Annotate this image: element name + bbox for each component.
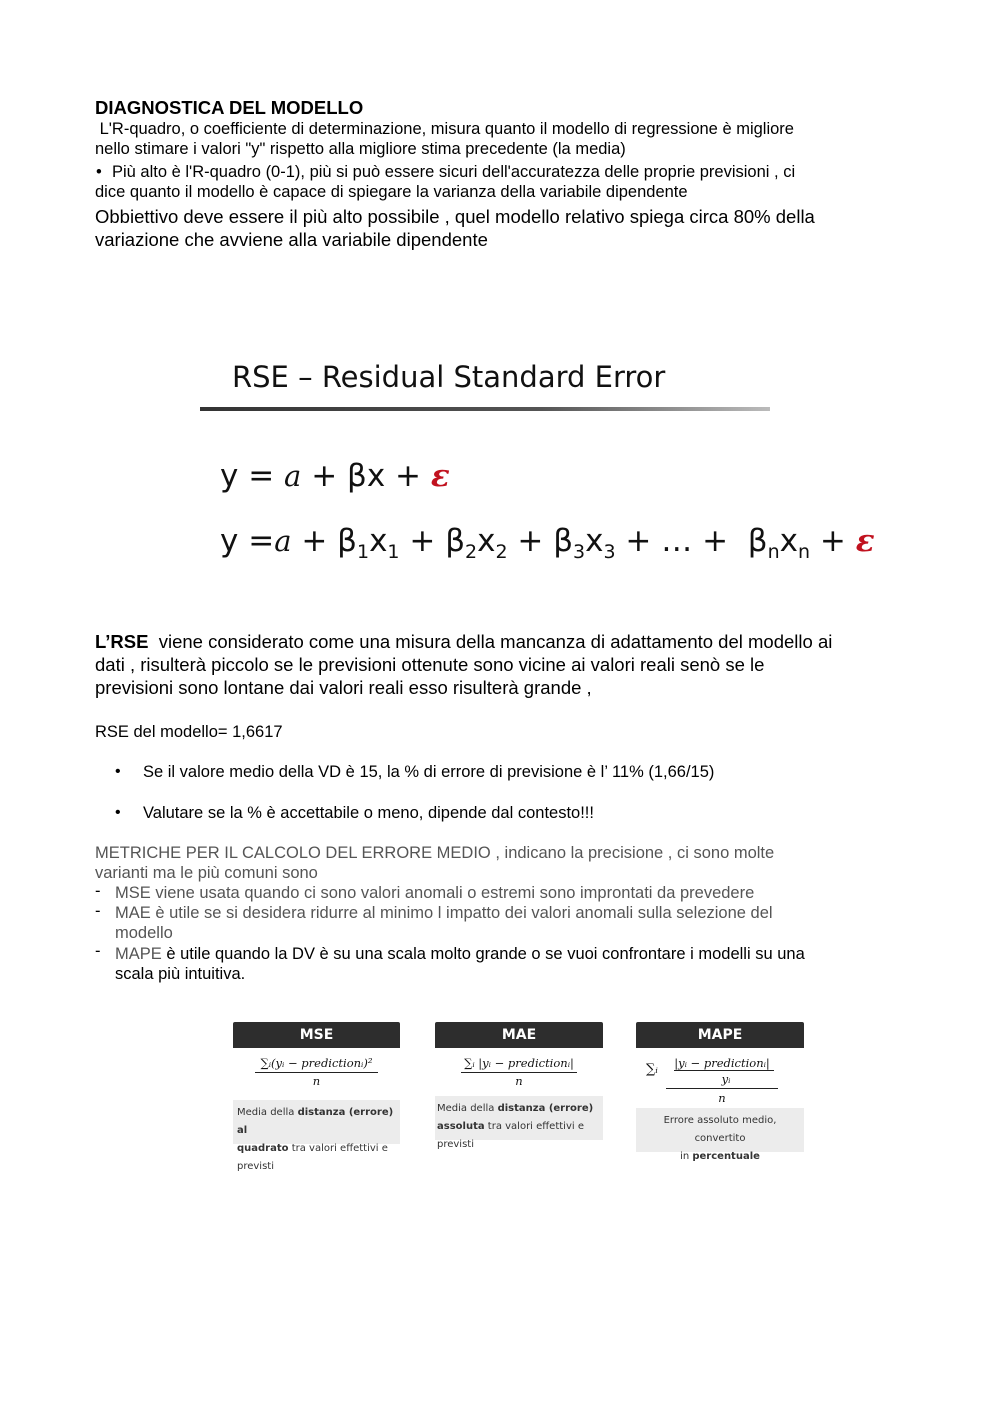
card-mape-denominator: n (718, 1091, 726, 1105)
card-mae (435, 1022, 603, 1150)
rse-paragraph-line2: dati , risulterà piccolo se le previsioni ottenute sono vicine ai valori reali senò se le (95, 654, 765, 675)
section-title: DIAGNOSTICA DEL MODELLO (95, 97, 364, 118)
card-mape-formula (636, 1048, 804, 1106)
card-mape-inner-denominator: yᵢ (721, 1072, 731, 1086)
paragraph-r2-bullet-line2: dice quanto il modello è capace di spiegare la varianza della variabile dipendente (95, 183, 688, 201)
paragraph-r2-line1: L'R-quadro, o coefficiente di determinazione, misura quanto il modello di regressione è migliore (95, 120, 794, 138)
card-mape-title: MAPE (636, 1022, 804, 1048)
slide-divider (200, 407, 770, 411)
bullet-dot: • (115, 763, 121, 780)
card-mse (233, 1022, 400, 1172)
dash-marker: - (95, 902, 101, 920)
card-mse-numerator: ∑ᵢ(yᵢ − predictionᵢ)² (260, 1056, 373, 1070)
formula-multiple-regression: $y =a + \beta_1x_1 + \beta_2x_2 + \beta_3x_3$ + … + $\beta_nx_n + \varepsilon$ (220, 523, 875, 563)
paragraph-objective-line2: variazione che avviene alla variabile dipendente (95, 229, 488, 250)
rse-bullet-1: Se il valore medio della VD è 15, la % di errore di previsione è l’ 11% (1,66/15) (143, 763, 715, 781)
fraction-line (461, 1072, 577, 1073)
dash-marker: - (95, 942, 101, 960)
bullet-dot: • (115, 804, 121, 821)
rse-paragraph-line3: previsioni sono lontane dai valori reali esso risulterà grande , (95, 677, 592, 698)
card-mae-denominator: n (515, 1074, 523, 1088)
paragraph-r2-line2: nello stimare i valori "y" rispetto alla migliore stima precedente (la media) (95, 140, 626, 158)
metrics-intro-line1: METRICHE PER IL CALCOLO DEL ERRORE MEDIO , indicano la precisione , ci sono molte (95, 844, 775, 862)
card-mape (636, 1022, 804, 1162)
rse-bullet-2: Valutare se la % è accettabile o meno, dipende dal contesto!!! (143, 804, 594, 822)
rse-paragraph-line1 (95, 630, 832, 653)
card-mse-title: MSE (233, 1022, 400, 1048)
card-mae-description: Media della distanza (errore) assoluta tra valori effettivi e previsti (435, 1096, 603, 1140)
rse-text: viene considerato come una misura della mancanza di adattamento del modello ai (148, 631, 833, 652)
paragraph-objective-line1: Obbiettivo deve essere il più alto possibile , quel modello relativo spiega circa 80% della (95, 206, 815, 227)
formula-simple-regression: y = a + βx + ε (220, 458, 450, 494)
fraction-line (666, 1088, 778, 1089)
metric-mape-line2: scala più intuitiva. (115, 965, 246, 983)
metrics-intro-heading: METRICHE PER IL CALCOLO DEL ERRORE MEDIO (95, 844, 491, 862)
metric-mape-line1: MAPE è utile quando la DV è su una scala molto grande o se vuoi confrontare i modelli su una (115, 945, 805, 963)
card-mse-denominator: n (312, 1074, 321, 1088)
bullet-dot: • (96, 163, 102, 181)
metric-mae-line2: modello (115, 924, 173, 942)
metric-mse-line: MSE viene usata quando ci sono valori anomali o estremi sono improntati da prevedere (115, 884, 755, 902)
dash-marker: - (95, 882, 101, 900)
rse-model-value: RSE del modello= 1,6617 (95, 723, 283, 741)
fraction-line (674, 1070, 774, 1071)
card-mae-numerator: ∑ᵢ |yᵢ − predictionᵢ| (464, 1056, 574, 1070)
card-mape-description: Errore assoluto medio, convertito in percentuale (636, 1108, 804, 1152)
rse-lead: L’RSE (95, 631, 149, 652)
card-mape-numerator: |yᵢ − predictionᵢ| (674, 1056, 770, 1070)
card-mae-title: MAE (435, 1022, 603, 1048)
paragraph-r2-bullet-line1: Più alto è l'R-quadro (0-1), più si può essere sicuri dell'accuratezza delle proprie previsioni , ci (112, 163, 796, 181)
card-mape-sum: ∑ᵢ (646, 1062, 658, 1077)
slide-title: RSE – Residual Standard Error (232, 360, 666, 394)
metric-mae-line1: MAE è utile se si desidera ridurre al minimo l impatto dei valori anomali sulla selezione del (115, 904, 773, 922)
metrics-intro-line2: varianti ma le più comuni sono (95, 864, 318, 882)
fraction-line (255, 1072, 378, 1073)
card-mse-description: Media della distanza (errore) al quadrato tra valori effettivi e previsti (233, 1100, 400, 1144)
